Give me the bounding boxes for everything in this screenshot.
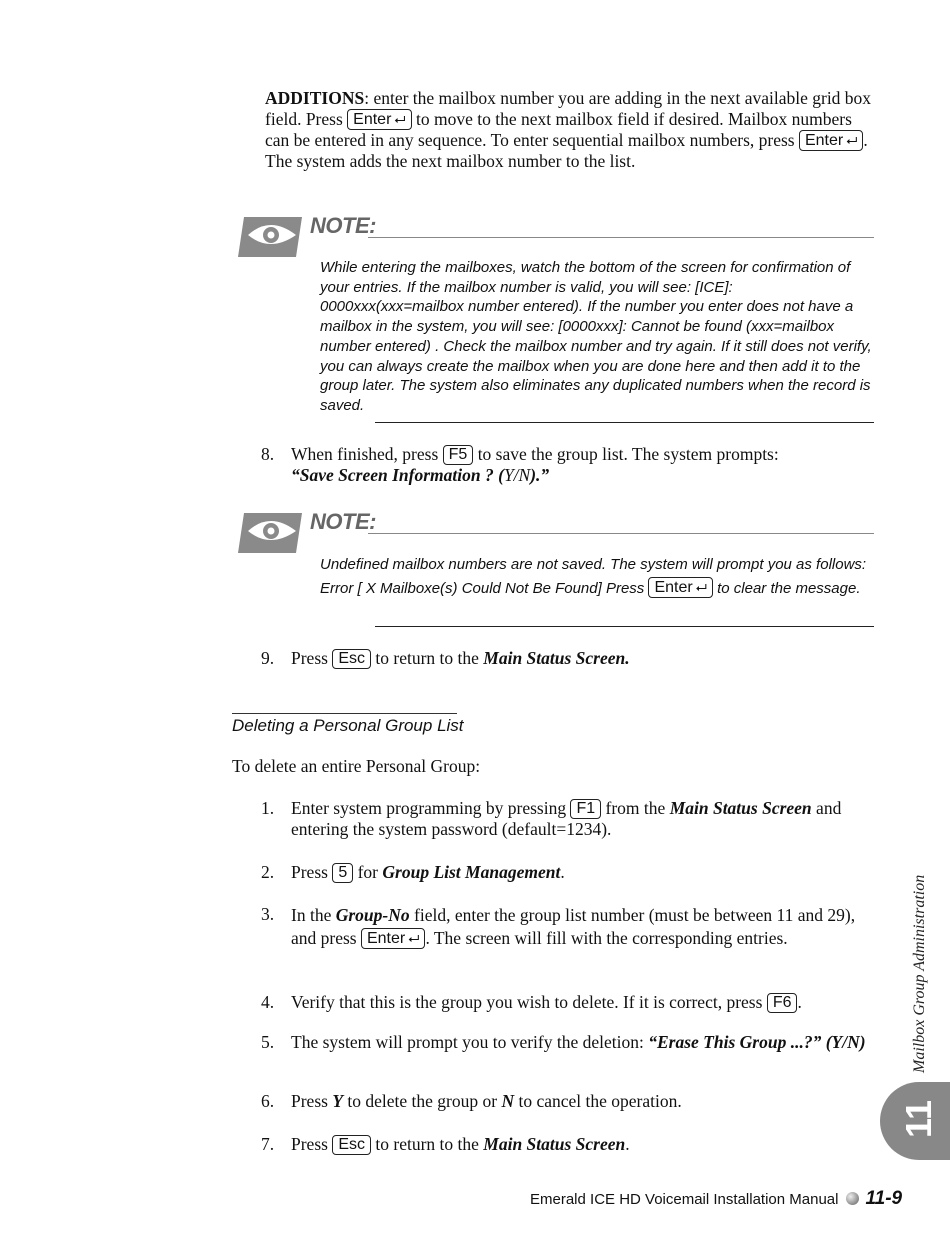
esc-key: Esc xyxy=(332,649,371,669)
delete-step-5: The system will prompt you to verify the deletion: “Erase This Group ...?” (Y/N) xyxy=(291,1032,866,1052)
step-number: 6. xyxy=(261,1091,275,1111)
additions-label: ADDITIONS xyxy=(265,88,365,108)
enter-key: Enter ⮠ xyxy=(648,577,712,598)
section-heading: Deleting a Personal Group List xyxy=(232,716,464,735)
note-body: Undefined mailbox numbers are not saved. The system will prompt you as follows: Error [ X Mailboxe(s) Could Not Be Found] Press Enter ⮠ to clear the message. xyxy=(320,556,867,597)
note-end-rule xyxy=(375,422,874,423)
five-key: 5 xyxy=(332,863,353,883)
eye-icon xyxy=(238,213,302,257)
note-title: NOTE: xyxy=(310,509,376,534)
note-title: NOTE: xyxy=(310,213,376,238)
f5-key: F5 xyxy=(443,445,474,465)
enter-key: Enter ⮠ xyxy=(347,109,411,130)
additions-text-1: : enter the mailbox number you are adding in the next available grid box field. Press xyxy=(265,88,872,129)
step-number: 8. xyxy=(261,444,275,464)
step-number: 4. xyxy=(261,992,275,1012)
step-8: When finished, press F5 to save the group list. The system prompts: “Save Screen Information ? (Y/N).” xyxy=(291,444,779,485)
note-rule xyxy=(368,533,874,534)
f1-key: F1 xyxy=(570,799,601,819)
manual-title: Emerald ICE HD Voicemail Installation Manual xyxy=(530,1191,839,1208)
step-number: 7. xyxy=(261,1134,275,1154)
delete-step-3: In the Group-No field, enter the group list number (must be between 11 and 29), and press Enter ⮠ . The screen will fill with the corresponding entries. xyxy=(291,905,856,948)
enter-key: Enter ⮠ xyxy=(361,928,425,949)
esc-key: Esc xyxy=(332,1135,371,1155)
delete-step-6: Press Y to delete the group or N to cancel the operation. xyxy=(291,1091,682,1111)
f6-key: F6 xyxy=(767,993,798,1013)
chapter-tab-number: 11 xyxy=(898,1099,939,1138)
note-end-rule xyxy=(375,626,874,627)
step-number: 5. xyxy=(261,1032,275,1052)
additions-text-3: . The system adds the next mailbox number to the list. xyxy=(265,130,868,171)
delete-step-7: Press Esc to return to the Main Status Screen. xyxy=(291,1134,630,1154)
page-footer xyxy=(530,1188,902,1210)
step-number: 1. xyxy=(261,798,275,818)
note-header xyxy=(238,213,874,261)
eye-icon xyxy=(238,509,302,553)
note-body: While entering the mailboxes, watch the bottom of the screen for confirmation of your entries. If the mailbox number is valid, you will see: [ICE]: 0000xxx(xxx=mailbox number entered). If the number you enter does not have a mailbox in the system, you will see: [0000xxx]: Cannot be found (xxx=mailbox number entered) . Check the mailbox number and try again. If it still does not verify, you can always create the mailbox when you are done here and then add it to the group later. The system also eliminates any duplicated numbers when the record is saved. xyxy=(320,259,872,414)
additions-text-2: to move to the next mailbox field if desired. Mailbox numbers can be entered in any sequence. To enter sequential mailbox numbers, press xyxy=(265,109,852,150)
step-number: 2. xyxy=(261,862,275,882)
delete-step-1: Enter system programming by pressing F1 from the Main Status Screen and entering the system password (default=1234). xyxy=(291,798,842,839)
additions-paragraph xyxy=(265,88,875,172)
note-rule xyxy=(368,237,874,238)
delete-step-2: Press 5 for Group List Management. xyxy=(291,862,565,882)
step-number: 3. xyxy=(261,904,275,924)
page-number: 11-9 xyxy=(865,1188,903,1209)
step-9: Press Esc to return to the Main Status Screen. xyxy=(291,648,630,668)
bullet-icon xyxy=(846,1192,859,1205)
note-header xyxy=(238,509,874,557)
enter-key: Enter ⮠ xyxy=(799,130,863,151)
intro-text: To delete an entire Personal Group: xyxy=(232,756,481,776)
section-rule xyxy=(232,713,457,714)
step-number: 9. xyxy=(261,648,275,668)
delete-step-4: Verify that this is the group you wish to delete. If it is correct, press F6 . xyxy=(291,992,802,1012)
side-chapter-label: Mailbox Group Administration xyxy=(911,874,928,1073)
